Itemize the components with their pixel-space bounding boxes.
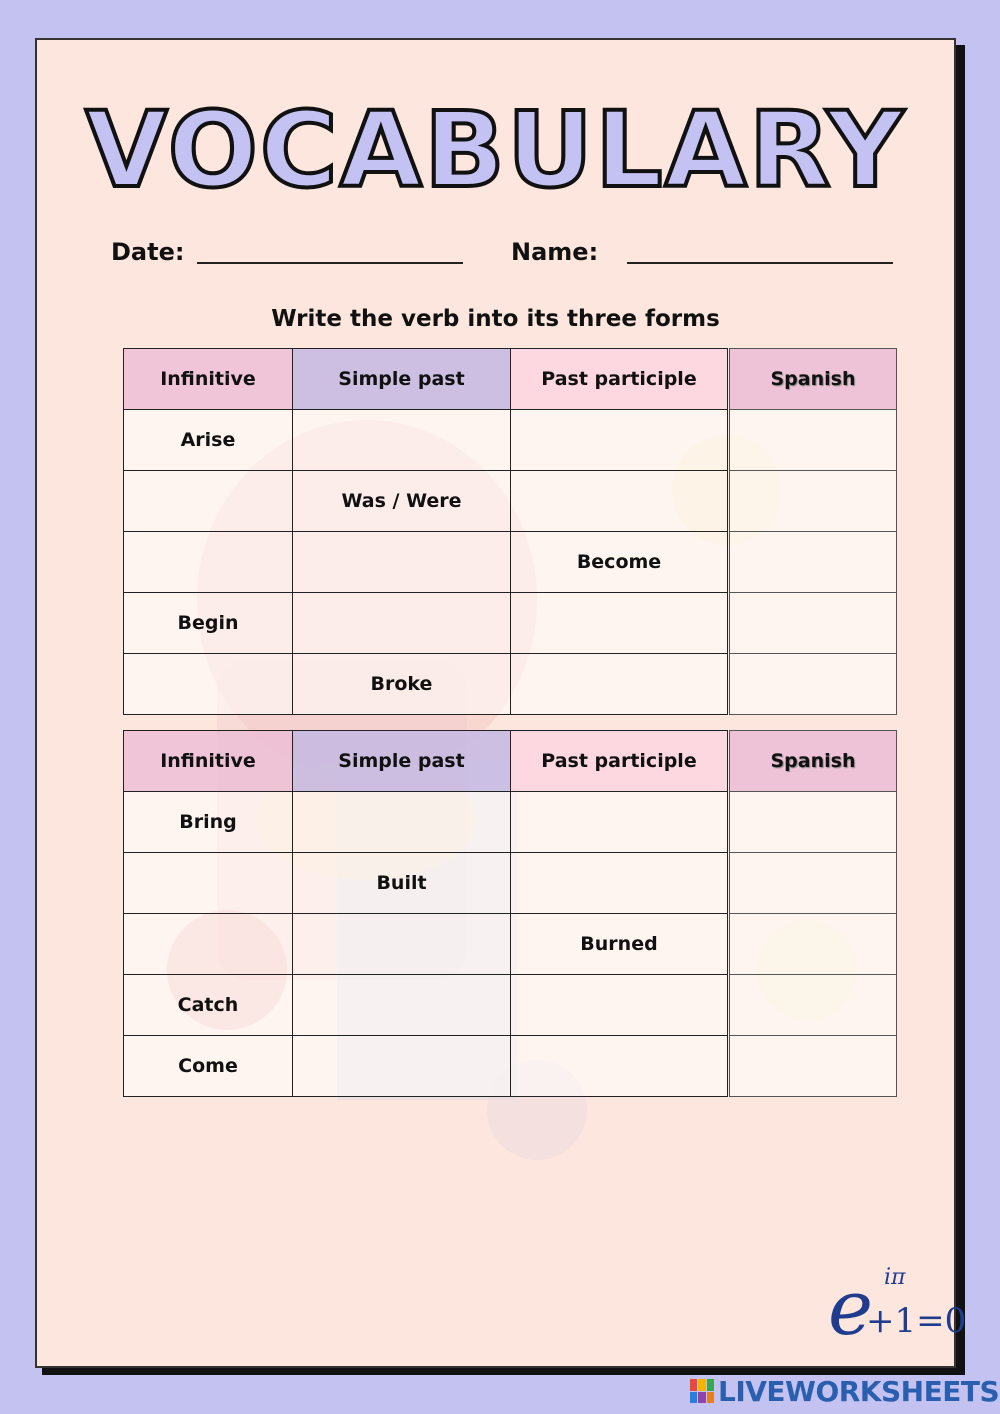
date-input-line[interactable] xyxy=(197,262,463,264)
page-title: VOCABULARY xyxy=(85,89,906,211)
spanish-answer-cell[interactable] xyxy=(730,853,897,914)
spanish-answer-cell[interactable] xyxy=(730,471,897,532)
euler-base: e xyxy=(828,1263,873,1352)
cell-past-participle[interactable] xyxy=(511,975,728,1036)
verb-table-1 xyxy=(123,348,728,715)
name-input-line[interactable] xyxy=(627,262,893,264)
instruction-text: Write the verb into its three forms xyxy=(271,306,720,332)
euler-exponent: iπ xyxy=(884,1265,906,1290)
spanish-answer-cell[interactable] xyxy=(730,914,897,975)
header-infinitive: Infinitive xyxy=(124,349,293,410)
table-row xyxy=(124,914,728,975)
cell-simple-past[interactable]: Built xyxy=(293,853,511,914)
header-simple-past: Simple past xyxy=(293,731,511,792)
cell-infinitive[interactable] xyxy=(124,532,293,593)
table-row xyxy=(124,471,728,532)
euler-identity-logo xyxy=(828,1262,967,1352)
euler-rest: +1=0 xyxy=(866,1301,967,1341)
spanish-answer-cell[interactable] xyxy=(730,410,897,471)
table-row xyxy=(124,532,728,593)
cell-past-participle[interactable] xyxy=(511,593,728,654)
cell-simple-past[interactable] xyxy=(293,975,511,1036)
verb-table-2 xyxy=(123,730,728,1097)
spanish-answer-cell[interactable] xyxy=(730,532,897,593)
header-past-participle: Past participle xyxy=(511,349,728,410)
cell-simple-past[interactable] xyxy=(293,914,511,975)
cell-past-participle[interactable]: Become xyxy=(511,532,728,593)
spanish-answer-cell[interactable] xyxy=(730,593,897,654)
table-row xyxy=(124,654,728,715)
cell-simple-past[interactable] xyxy=(293,532,511,593)
spanish-table-2 xyxy=(729,730,897,1097)
cell-infinitive[interactable]: Bring xyxy=(124,792,293,853)
spanish-answer-cell[interactable] xyxy=(730,792,897,853)
spanish-table-1 xyxy=(729,348,897,715)
table-row xyxy=(124,593,728,654)
table-row xyxy=(124,975,728,1036)
header-past-participle: Past participle xyxy=(511,731,728,792)
cell-past-participle[interactable] xyxy=(511,654,728,715)
cell-simple-past[interactable] xyxy=(293,792,511,853)
cell-past-participle[interactable] xyxy=(511,471,728,532)
header-spanish: Spanish xyxy=(730,731,897,792)
cell-simple-past[interactable]: Broke xyxy=(293,654,511,715)
cell-infinitive[interactable]: Arise xyxy=(124,410,293,471)
cell-infinitive[interactable]: Come xyxy=(124,1036,293,1097)
cell-infinitive[interactable]: Catch xyxy=(124,975,293,1036)
header-spanish: Spanish xyxy=(730,349,897,410)
cell-simple-past[interactable] xyxy=(293,1036,511,1097)
liveworksheets-logo[interactable] xyxy=(690,1374,999,1408)
table-row xyxy=(124,1036,728,1097)
name-label: Name: xyxy=(511,238,599,266)
cell-simple-past[interactable]: Was / Were xyxy=(293,471,511,532)
header-infinitive: Infinitive xyxy=(124,731,293,792)
table-row xyxy=(124,853,728,914)
cell-past-participle[interactable] xyxy=(511,792,728,853)
cell-past-participle[interactable] xyxy=(511,410,728,471)
spanish-answer-cell[interactable] xyxy=(730,975,897,1036)
cell-infinitive[interactable] xyxy=(124,853,293,914)
spanish-answer-cell[interactable] xyxy=(730,654,897,715)
cell-simple-past[interactable] xyxy=(293,410,511,471)
cell-infinitive[interactable] xyxy=(124,471,293,532)
cell-infinitive[interactable] xyxy=(124,654,293,715)
brand-text: LIVEWORKSHEETS xyxy=(718,1374,1000,1408)
cell-past-participle[interactable]: Burned xyxy=(511,914,728,975)
cell-past-participle[interactable] xyxy=(511,1036,728,1097)
date-label: Date: xyxy=(111,238,185,266)
cell-infinitive[interactable] xyxy=(124,914,293,975)
header-simple-past: Simple past xyxy=(293,349,511,410)
table-row xyxy=(124,792,728,853)
cell-past-participle[interactable] xyxy=(511,853,728,914)
spanish-answer-cell[interactable] xyxy=(730,1036,897,1097)
worksheet-page xyxy=(35,38,956,1368)
cell-simple-past[interactable] xyxy=(293,593,511,654)
cell-infinitive[interactable]: Begin xyxy=(124,593,293,654)
table-row xyxy=(124,410,728,471)
brand-grid-icon xyxy=(690,1379,714,1403)
